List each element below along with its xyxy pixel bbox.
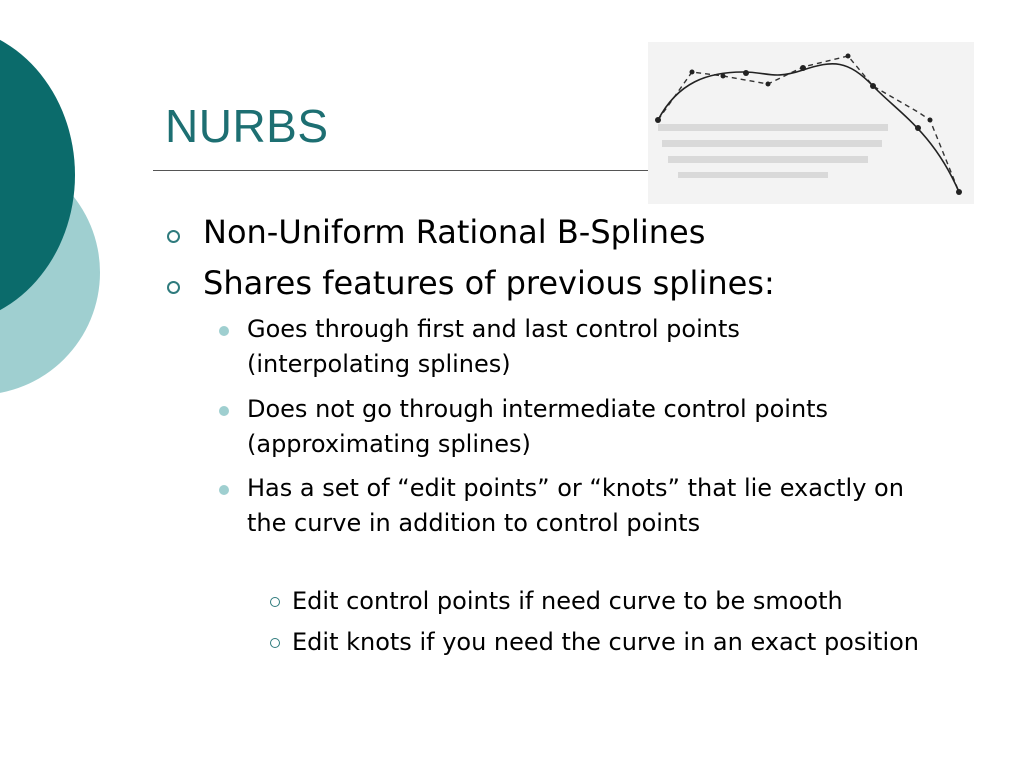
bullet-2-1: Goes through first and last control points (interpolating splines) xyxy=(247,315,740,378)
ring-bullet-icon xyxy=(167,281,180,294)
bullet-2: Shares features of previous splines: xyxy=(203,264,775,302)
bullet-2-3-1: Edit control points if need curve to be smooth xyxy=(292,587,843,615)
dot-bullet-icon xyxy=(219,485,229,495)
title-underline xyxy=(153,170,650,171)
bullet-2-2: Does not go through intermediate control points (approximating splines) xyxy=(247,395,829,458)
spline-curve-icon xyxy=(648,42,974,204)
small-ring-bullet-icon xyxy=(270,597,280,607)
bullet-1: Non-Uniform Rational B-Splines xyxy=(203,213,706,251)
bullet-2-3-2: Edit knots if you need the curve in an exact position xyxy=(292,628,920,656)
small-ring-bullet-icon xyxy=(270,638,280,648)
ring-bullet-icon xyxy=(167,230,180,243)
dot-bullet-icon xyxy=(219,326,229,336)
slide-title: NURBS xyxy=(165,100,329,152)
spline-figure xyxy=(648,42,974,204)
bullet-2-3: Has a set of “edit points” or “knots” that lie exactly on the curve in addition to control points xyxy=(247,474,904,537)
dot-bullet-icon xyxy=(219,406,229,416)
decorative-circles xyxy=(0,0,140,420)
